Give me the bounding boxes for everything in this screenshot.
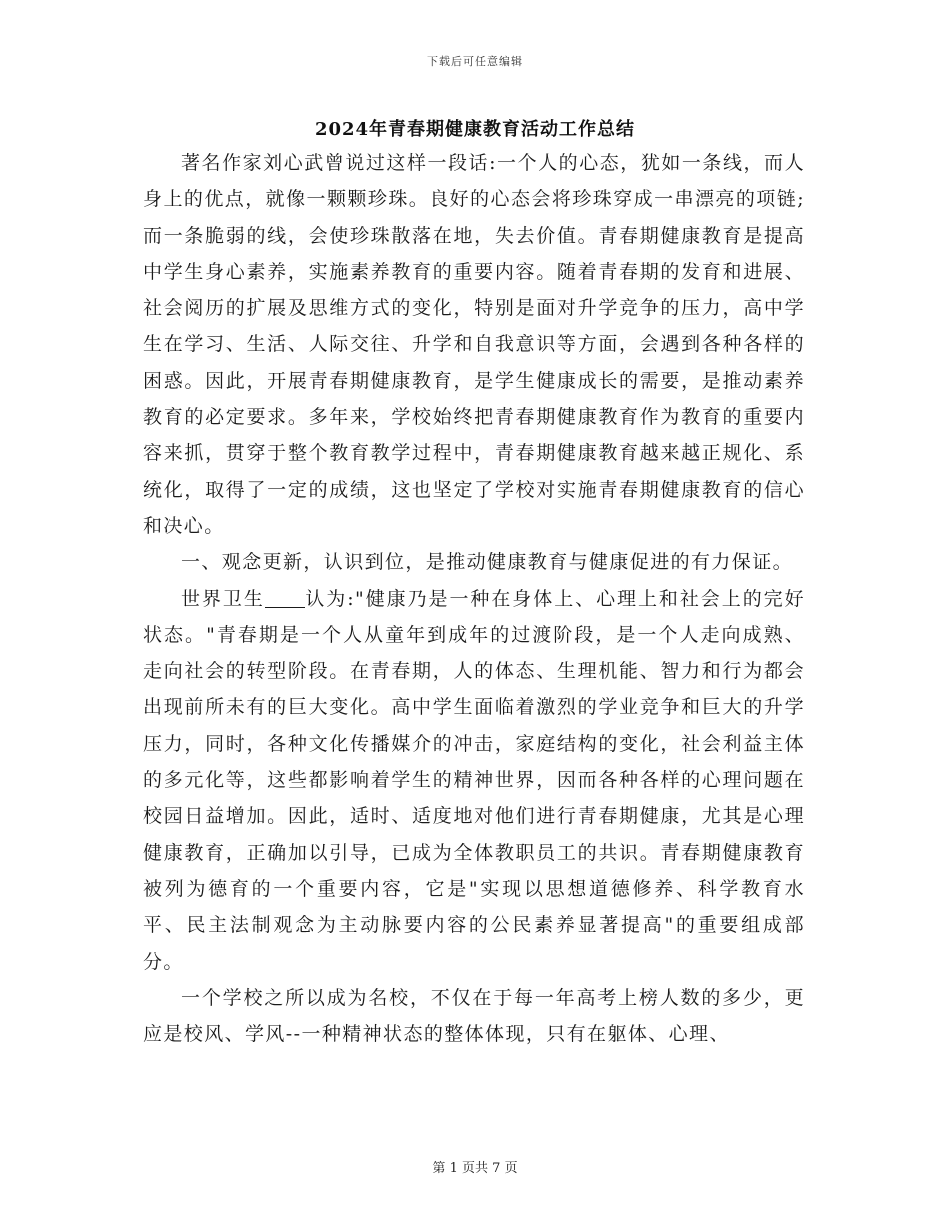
paragraph-intro: 著名作家刘心武曾说过这样一段话:一个人的心态，犹如一条线，而人身上的优点，就像一颗颗珍珠。良好的心态会将珍珠穿成一串漂亮的项链;而一条脆弱的线，会使珍珠散落在地，失去价值。青春期健康教育是提高中学生身心素养，实施素养教育的重要内容。随着青春期的发育和进展、社会阅历的扩展及思维方式的变化，特别是面对升学竞争的压力，高中学生在学习、生活、人际交往、升学和自我意识等方面，会遇到各种各样的困惑。因此，开展青春期健康教育，是学生健康成长的需要，是推动素养教育的必定要求。多年来，学校始终把青春期健康教育作为教育的重要内容来抓，贯穿于整个教育教学过程中，青春期健康教育越来越正规化、系统化，取得了一定的成绩，这也坚定了学校对实施青春期健康教育的信心和决心。 — [143, 152, 805, 537]
document-title: 2024年青春期健康教育活动工作总结 — [314, 119, 636, 140]
paragraph-text-before-blank: 世界卫生 — [181, 587, 265, 610]
page-label-middle: 页共 — [461, 1161, 488, 1176]
page-label-suffix: 页 — [504, 1161, 518, 1176]
paragraph-section-heading: 一、观念更新，认识到位，是推动健康教育与健康促进的有力保证。 — [181, 551, 794, 574]
paragraph-school-reputation: 一个学校之所以成为名校，不仅在于每一年高考上榜人数的多少，更应是校风、学风--一种精神状态的整体体现，只有在躯体、心理、 — [143, 986, 805, 1046]
paragraph-text-after-blank: 认为:"健康乃是一种在身体上、心理上和社会上的完好状态。"青春期是一个人从童年到成年的过渡阶段，是一个人走向成熟、走向社会的转型阶段。在青春期，人的体态、生理机能、智力和行为都会出现前所未有的巨大变化。高中学生面临着激烈的学业竞争和巨大的升学压力，同时，各种文化传播媒介的冲击，家庭结构的变化，社会利益主体的多元化等，这些都影响着学生的精神世界，因而各种各样的心理问题在校园日益增加。因此，适时、适度地对他们进行青春期健康，尤其是心理健康教育，正确加以引导，已成为全体教职员工的共识。青春期健康教育被列为德育的一个重要内容，它是"实现以思想道德修养、科学教育水平、民主法制观念为主动脉要内容的公民素养显著提高"的重要组成部分。 — [143, 587, 805, 973]
paragraph-who-definition — [143, 581, 805, 980]
page-number-current: 1 — [449, 1161, 458, 1176]
page-footer — [0, 1157, 950, 1176]
document-body — [143, 145, 805, 1052]
underline-blank — [265, 588, 305, 608]
page-number-total: 7 — [492, 1161, 501, 1176]
page-header-note: 下载后可任意编辑 — [427, 55, 523, 68]
page-label-prefix: 第 — [432, 1161, 446, 1176]
